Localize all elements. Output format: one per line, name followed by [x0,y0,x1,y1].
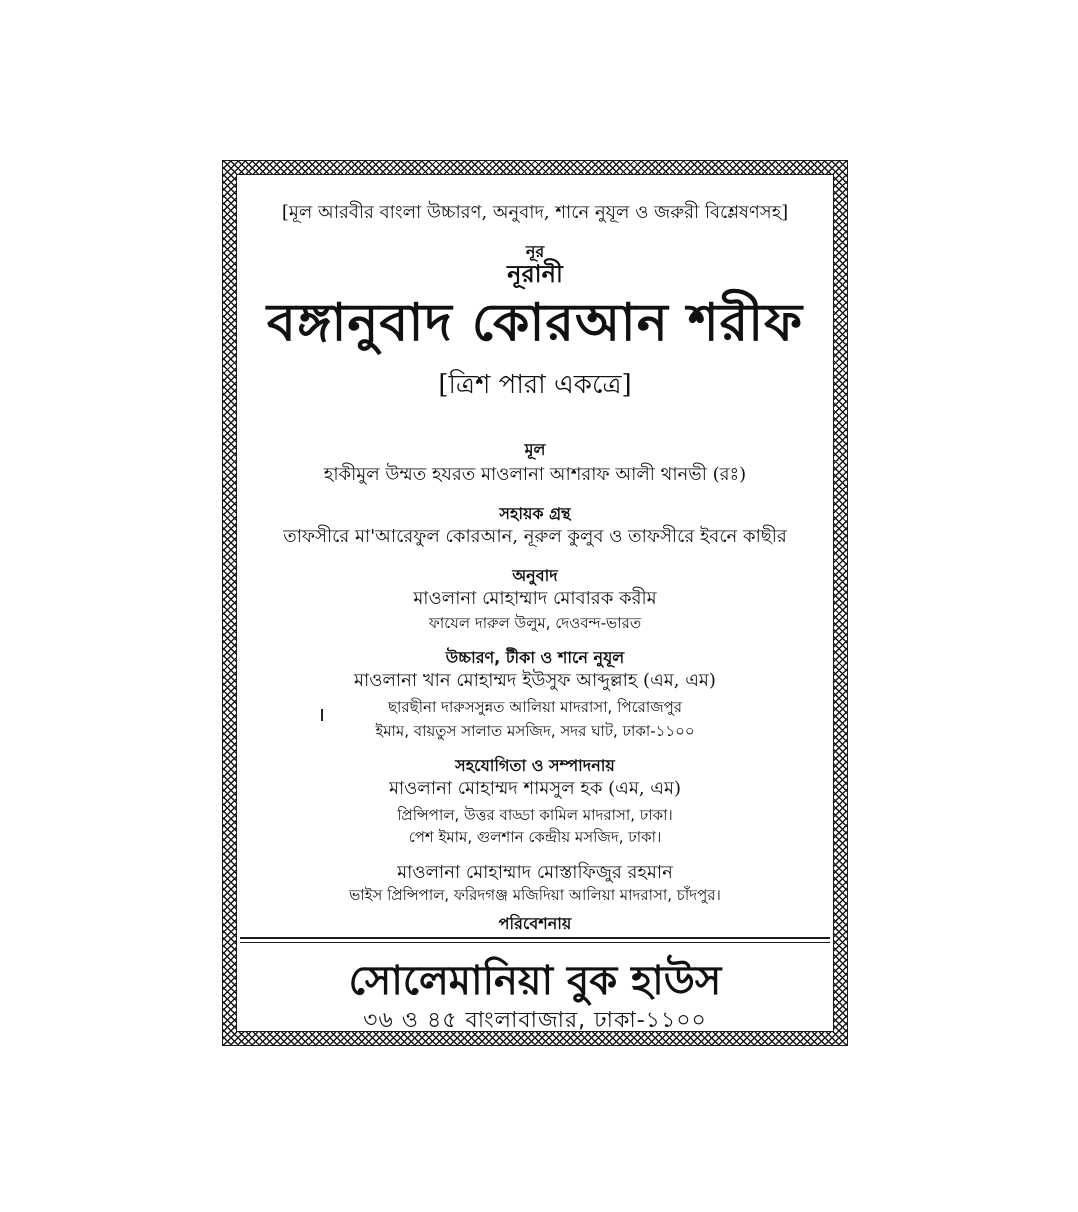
reference-books: তাফসীরে মা'আরেফুল কোরআন, নূরুল কুলুব ও তাফসীরে ইবনে কাছীর [283,526,787,547]
presented-by: পরিবেশনায় [498,914,572,933]
publisher-box [240,937,830,1037]
cooperation-line1: প্রিন্সিপাল, উত্তর বাড্ডা কামিল মাদরাসা, ঢাকা। [397,806,673,824]
pen-mark [321,709,323,721]
publisher-address: ৩৬ ও ৪৫ বাংলাবাজার, ঢাকা-১১০০ [363,1008,707,1033]
cooperation2-line1: ভাইস প্রিন্সিপাল, ফরিদগঞ্জ মজিদিয়া আলিয়া মাদরাসা, চাঁদপুর। [349,886,721,904]
pronunciation-heading: উচ্চারণ, টীকা ও শানে নুযূল [445,648,625,667]
title-page [236,174,834,1032]
translator-credential: ফাযেল দারুল উলুম, দেওবন্দ-ভারত [428,614,642,632]
cooperation-line2: পেশ ইমাম, গুলশান কেন্দ্রীয় মসজিদ, ঢাকা। [408,828,662,846]
publisher-name: সোলেমানিয়া বুক হাউস [348,957,722,1004]
cooperation-name: মাওলানা মোহাম্মদ শামসুল হক (এম, এম) [388,778,682,799]
cooperation2-name: মাওলানা মোহাম্মাদ মোস্তাফিজুর রহমান [397,862,673,883]
title-page-border [222,160,848,1046]
para-note: [ত্রিশ পারা একত্রে] [438,370,632,400]
reference-heading: সহায়ক গ্রন্থ [499,504,571,523]
cooperation-heading: সহযোগিতা ও সম্পাদনায় [455,756,615,775]
original-author: হাকীমুল উম্মত হযরত মাওলানা আশরাফ আলী থানভী (রঃ) [323,464,747,485]
original-heading: মূল [524,440,546,459]
translator-name: মাওলানা মোহাম্মাদ মোবারক করীম [413,588,657,609]
book-title: বঙ্গানুবাদ কোরআন শরীফ [266,292,804,353]
translation-heading: অনুবাদ [512,566,558,585]
pronunciation-line2: ইমাম, বায়তুস সালাত মসজিদ, সদর ঘাট, ঢাকা-১১০০ [375,722,695,740]
pronunciation-line1: ছারছীনা দারুসসুন্নত আলিয়া মাদরাসা, পিরোজপুর [387,698,683,716]
noor-label: নূর [525,242,545,261]
nurani-label: নূরানী [507,260,563,288]
pronunciation-name: মাওলানা খান মোহাম্মদ ইউসুফ আব্দুল্লাহ (এম, এম) [354,670,716,691]
subtitle: [মূল আরবীর বাংলা উচ্চারণ, অনুবাদ, শানে নুযূল ও জরুরী বিশ্লেষণসহ] [281,202,789,223]
